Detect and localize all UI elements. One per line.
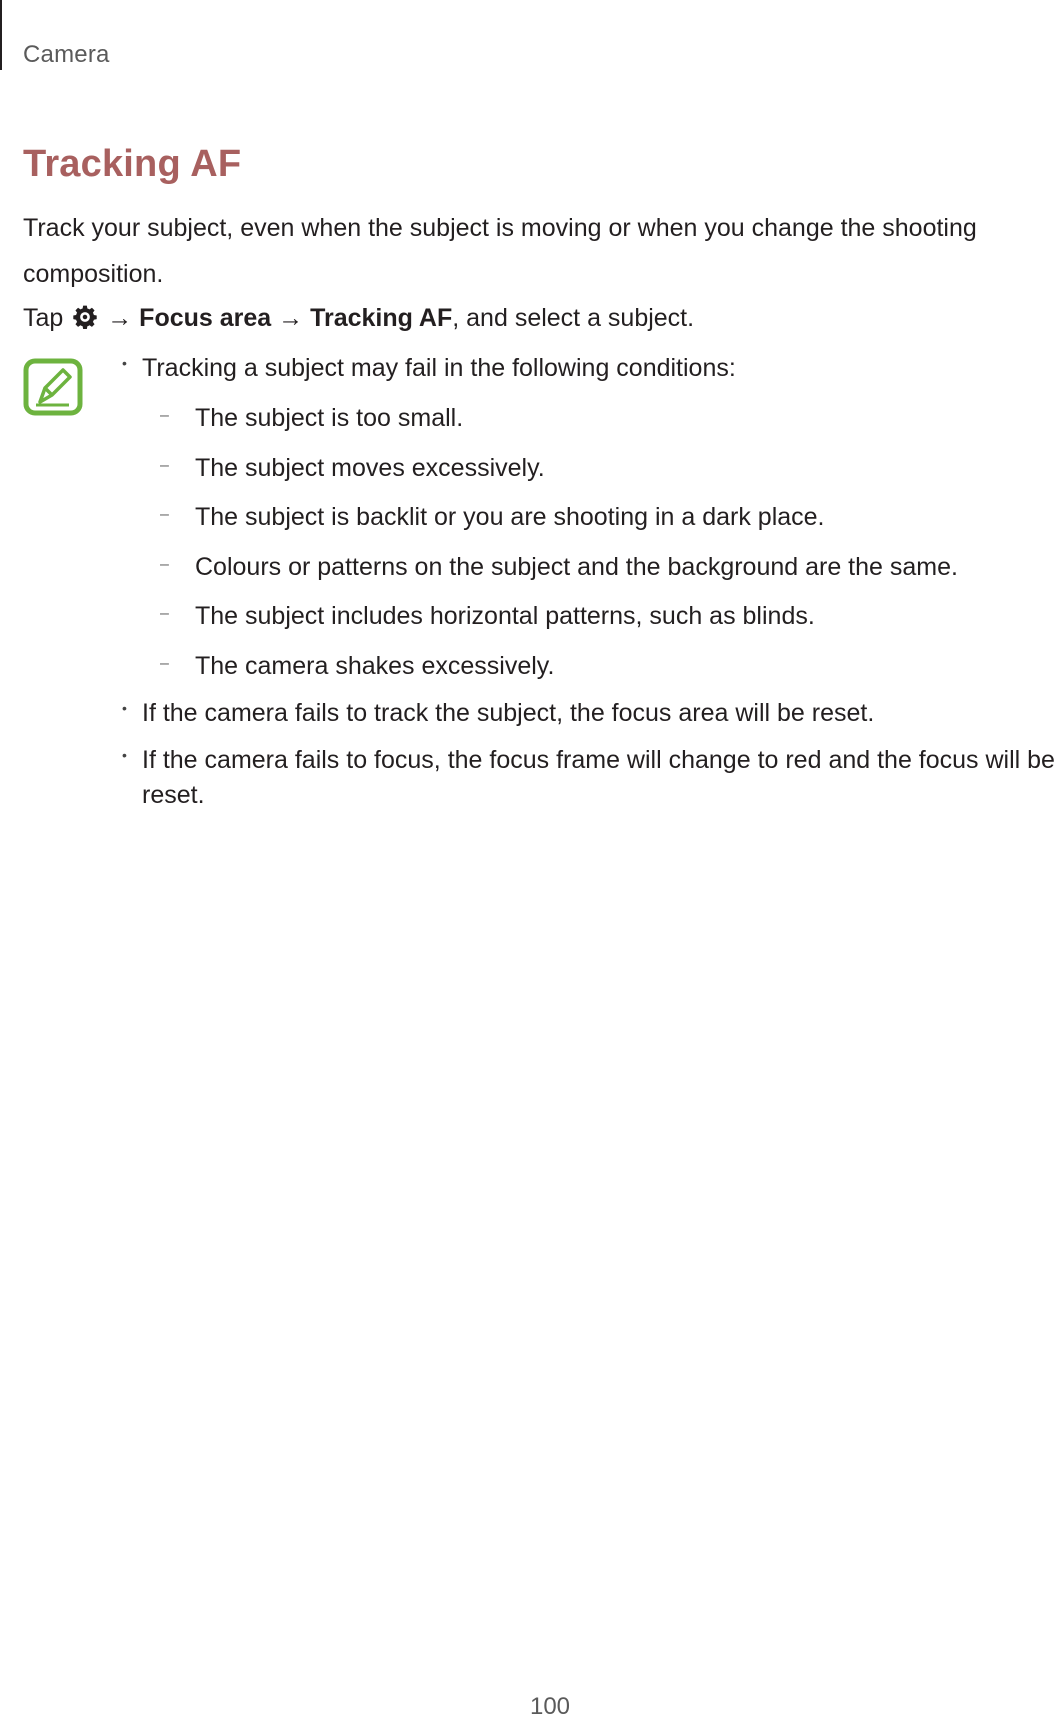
page-number: 100 [529,1693,571,1720]
dash-symbol: – [160,605,169,622]
list-item: Tracking a subject may fail in the following conditions: [142,354,736,382]
list-item-continued: reset. [142,781,205,809]
bullet-symbol: • [122,355,127,371]
bullet-symbol: • [122,747,127,763]
list-item: The subject is too small. [195,404,464,432]
list-item: Colours or patterns on the subject and the background are the same. [195,553,958,581]
step-focus-area: Focus area [139,304,272,332]
dash-symbol: – [160,457,169,474]
intro-paragraph: Track your subject, even when the subject is moving or when you change the shooting composition. [23,214,977,288]
list-item: The subject moves excessively. [195,454,545,482]
dash-symbol: – [160,556,169,573]
list-item: The subject is backlit or you are shooting in a dark place. [195,503,825,531]
list-item: The camera shakes excessively. [195,652,555,680]
dash-symbol: – [160,506,169,523]
dash-symbol: – [160,407,169,424]
tap-word: Tap [23,304,64,332]
bullet-symbol: • [122,700,127,716]
step-tracking-af: Tracking AF [310,304,453,332]
section-title: Tracking AF [23,143,242,185]
dash-symbol: – [160,655,169,672]
instruction-tail: , and select a subject. [452,304,695,332]
list-item: The subject includes horizontal patterns, such as blinds. [195,602,815,630]
list-item: If the camera fails to track the subject, the focus area will be reset. [142,699,875,727]
running-header: Camera [23,41,110,68]
arrow-1: → [107,304,133,332]
list-item: If the camera fails to focus, the focus frame will change to red and the focus will be [142,746,1055,774]
arrow-2: → [278,304,304,332]
